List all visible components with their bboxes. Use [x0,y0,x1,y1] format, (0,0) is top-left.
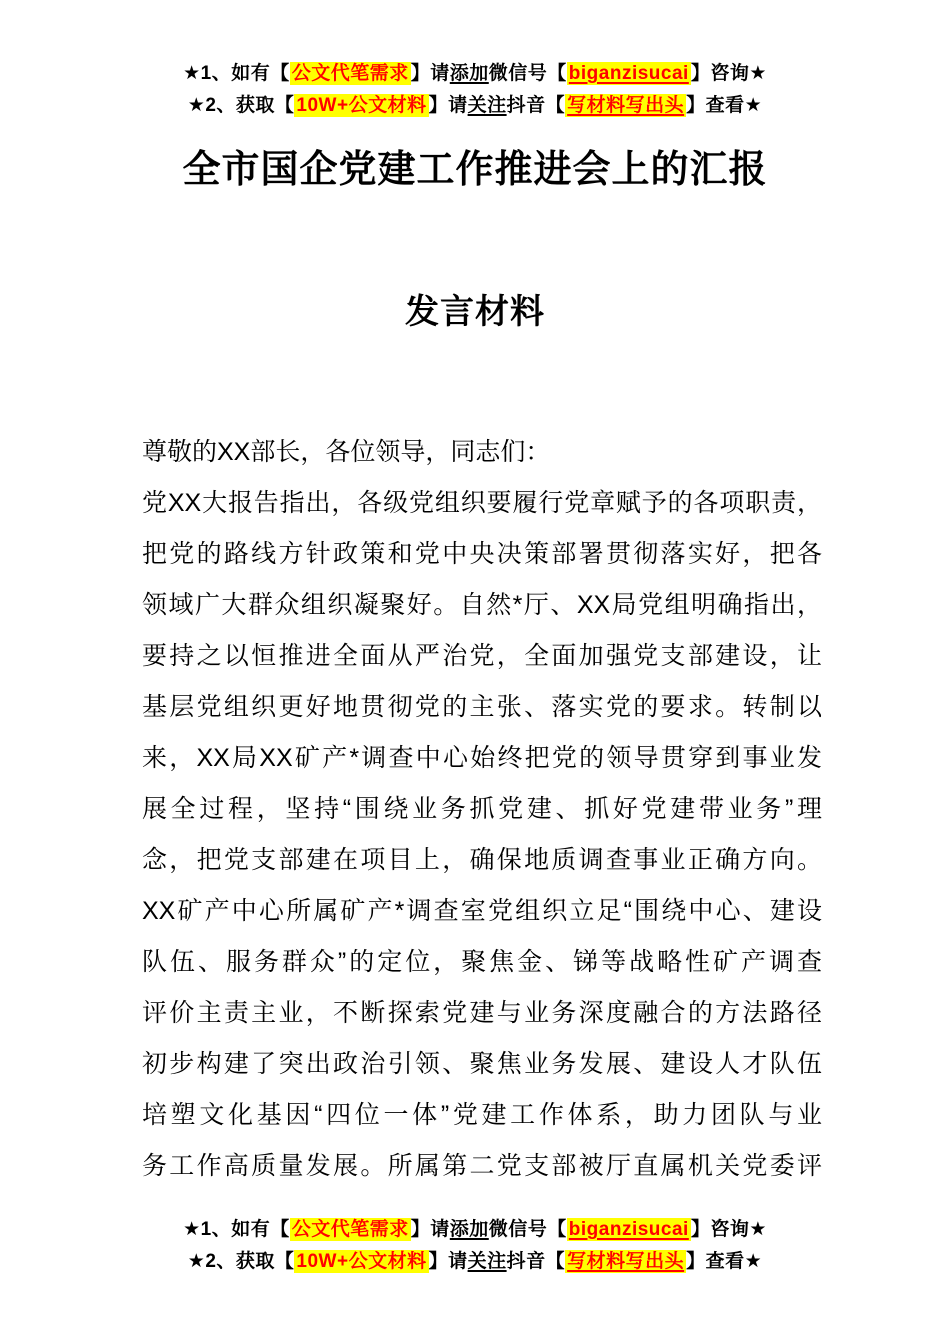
promo-text: 】请 [428,1251,468,1272]
promo-text: 】请 [428,95,468,116]
promo-text: 】咨询★ [690,1219,767,1240]
body-text-line: 务工作高质量发展。所属第二党支部被厅直属机关党委评 [142,1152,822,1180]
promo-highlight-text: 10W+公文材料 [296,1251,427,1272]
body-text-line: 初步构建了突出政治引领、聚焦业务发展、建设人才队伍 [142,1050,822,1078]
body-text-line: 领域广大群众组织凝聚好。自然*厅、XX局党组明确指出， [142,591,822,619]
promo-text: 抖音【 [506,95,566,116]
promo-highlight-underline-text: biganzisucai [568,1219,689,1240]
body-text-line: 把党的路线方针政策和党中央决策部署贯彻落实好，把各 [142,540,822,568]
body-text-line: 党XX大报告指出，各级党组织要履行党章赋予的各项职责， [142,489,822,517]
promo-highlight-text: 10W+公文材料 [296,95,427,116]
promo-text: ★2、获取【 [187,95,295,116]
promo-highlight-underline-text: biganzisucai [568,63,689,84]
body-text-line: 来，XX局XX矿产*调查中心始终把党的领导贯穿到事业发 [142,744,822,772]
promo-text: ★2、获取【 [187,1251,295,1272]
promo-highlight-underline-text: 写材料写出头 [567,95,685,116]
promo-line-2 [0,1246,950,1278]
body-text-line: 展全过程，坚持“围绕业务抓党建、抓好党建带业务”理 [142,795,822,823]
body-text-line: 队伍、服务群众”的定位，聚焦金、锑等战略性矿产调查 [142,948,822,976]
body-text-line: XX矿产中心所属矿产*调查室党组织立足“围绕中心、建设 [142,897,822,925]
promo-underline-text: 关注 [467,1251,507,1272]
promo-text: 】请 [410,63,450,84]
body-text-line: 念，把党支部建在项目上，确保地质调查事业正确方向。 [142,846,822,874]
promo-highlight-text: 公文代笔需求 [291,63,409,84]
promo-highlight-underline-text: 写材料写出头 [567,1251,685,1272]
promo-text: 】咨询★ [690,63,767,84]
promo-text: 抖音【 [506,1251,566,1272]
promo-text: 】查看★ [686,95,763,116]
promo-line-1 [0,1214,950,1246]
footer-promo-banner [0,1214,950,1278]
promo-text: 微信号【 [488,63,567,84]
document-subtitle: 发言材料 [405,293,545,331]
promo-line-2 [0,90,950,122]
promo-line-1 [0,58,950,90]
promo-text: 】请 [410,1219,450,1240]
header-promo-banner [0,58,950,122]
body-text-line: 评价主责主业，不断探索党建与业务深度融合的方法路径 [142,999,822,1027]
promo-underline-text: 关注 [467,95,507,116]
promo-underline-text: 添加 [449,1219,489,1240]
body-text-line: 基层党组织更好地贯彻党的主张、落实党的要求。转制以 [142,693,822,721]
body-text-line: 培塑文化基因“四位一体”党建工作体系，助力团队与业 [142,1101,822,1129]
promo-text: ★1、如有【 [183,1219,290,1240]
promo-highlight-text: 公文代笔需求 [291,1219,409,1240]
document-title: 全市国企党建工作推进会上的汇报 [182,149,768,191]
promo-underline-text: 添加 [449,63,489,84]
body-text-line: 尊敬的XX部长，各位领导，同志们： [142,438,551,466]
document-body [142,427,822,1192]
body-text-line: 要持之以恒推进全面从严治党，全面加强党支部建设，让 [142,642,822,670]
promo-text: 微信号【 [488,1219,567,1240]
promo-text: ★1、如有【 [183,63,290,84]
promo-text: 】查看★ [686,1251,763,1272]
